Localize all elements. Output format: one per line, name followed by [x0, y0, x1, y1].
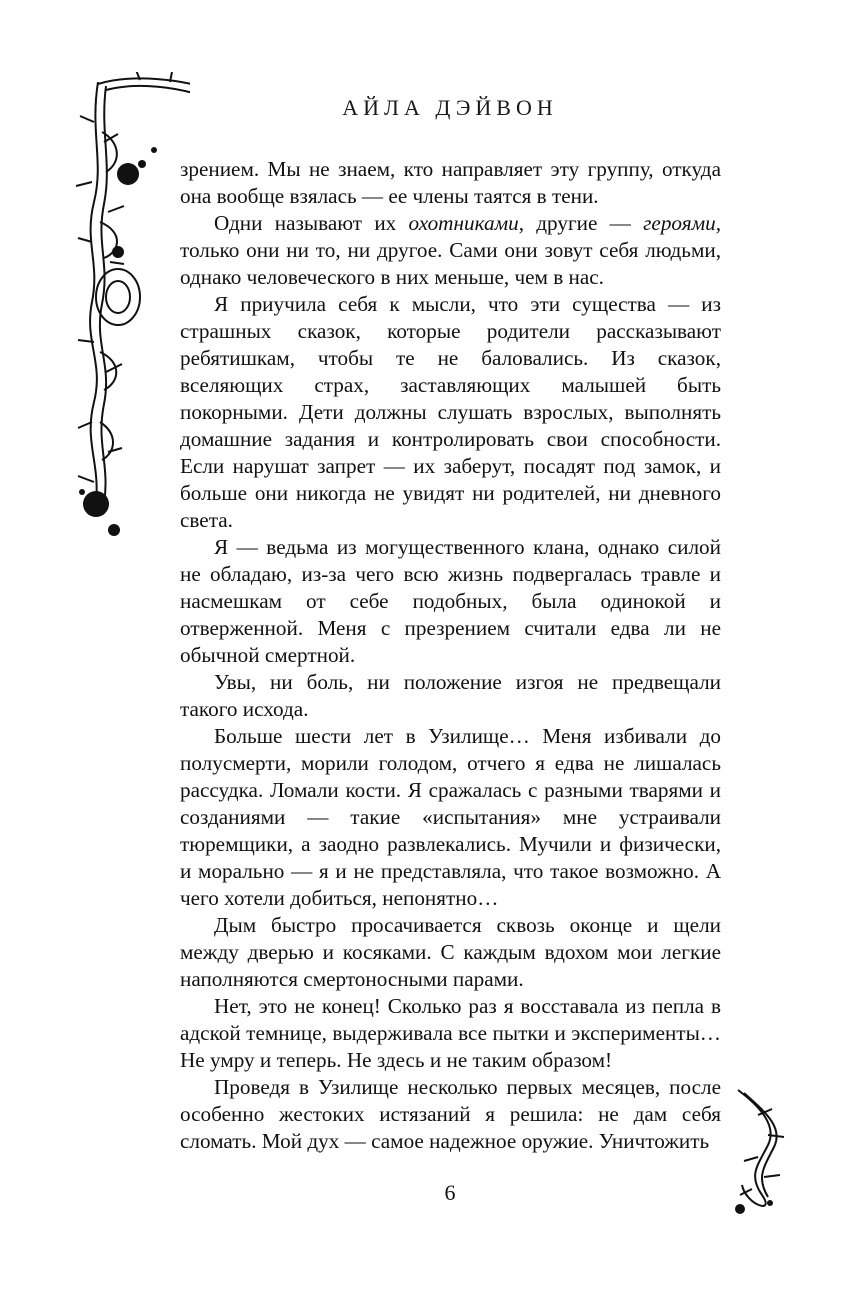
text-segment: Увы, ни боль, ни положение изгоя не предвещали такого исхода.: [180, 670, 721, 721]
thorny-vine-border-icon: [70, 72, 190, 552]
italic-term: охотниками: [408, 211, 519, 235]
text-segment: Больше шести лет в Узилище… Меня избивали до полусмерти, морили голодом, отчего я едва не лишалась рассудка. Ломали кости. Я сражалась с разными тварями и созданиями — такие «испытания» мне устраивали тюремщики, а заодно развлекались. Мучили и физически, и морально — я и не представляла, что такое возможно. А чего хотели добиться, непонятно…: [180, 724, 721, 910]
text-segment: Дым быстро просачивается сквозь оконце и щели между дверью и косяками. С каждым вдохом мои легкие наполняются смертоносными парами.: [180, 913, 721, 991]
paragraph: [180, 291, 721, 534]
paragraph: [180, 1074, 721, 1155]
paragraph: [180, 669, 721, 723]
paragraph: [180, 912, 721, 993]
paragraph: [180, 210, 721, 291]
text-segment: Я — ведьма из могущественного клана, однако силой не обладаю, из-за чего всю жизнь подвергалась травле и насмешкам от себе подобных, была одинокой и отверженной. Меня с презрением считали едва ли не обычной смертной.: [180, 535, 721, 667]
paragraph: [180, 534, 721, 669]
text-segment: Одни называют их: [214, 211, 409, 235]
text-segment: , другие —: [518, 211, 644, 235]
text-segment: зрением. Мы не знаем, кто направляет эту группу, откуда она вообще взялась — ее члены таятся в тени.: [180, 157, 721, 208]
page-number: 6: [444, 1180, 456, 1205]
thorny-vine-tail-icon: [728, 1085, 798, 1225]
running-head: АЙЛА ДЭЙВОН: [342, 95, 558, 120]
text-segment: Проведя в Узилище несколько первых месяцев, после особенно жестоких истязаний я решила: не дам себя сломать. Мой дух — самое надежное оружие. Уничтожить: [180, 1075, 721, 1153]
paragraph: [180, 993, 721, 1074]
text-segment: только они ни то, ни другое. Сами они зовут себя людьми, однако человеческого в них меньше, чем в нас.: [180, 238, 721, 289]
text-segment: Я приучила себя к мысли, что эти существа — из страшных сказок, которые родители рассказывают ребятишкам, чтобы те не баловались. Из сказок, вселяющих страх, заставляющих малышей быть покорными. Дети должны слушать взрослых, выполнять домашние задания и контролировать свои способности. Если нарушат запрет — их заберут, посадят под замок, и больше они никогда не увидят ни родителей, ни дневного света.: [180, 292, 721, 532]
paragraph: [180, 156, 721, 210]
italic-term: героями,: [643, 211, 721, 235]
body-text: [180, 156, 721, 1155]
text-segment: Нет, это не конец! Сколько раз я восставала из пепла в адской темнице, выдерживала все пытки и эксперименты… Не умру и теперь. Не здесь и не таким образом!: [180, 994, 721, 1072]
paragraph: [180, 723, 721, 912]
